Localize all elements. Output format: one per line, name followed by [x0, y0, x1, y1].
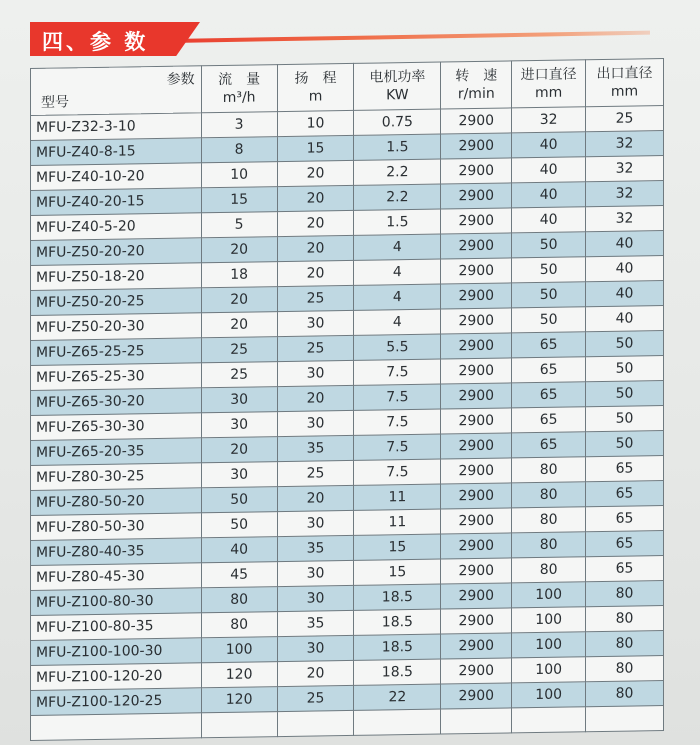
speed-cell: 2900: [441, 133, 512, 159]
flow-cell: 120: [201, 662, 277, 688]
model-cell: MFU-Z50-18-20: [31, 263, 202, 291]
speed-cell: 2900: [441, 633, 512, 659]
outlet-cell: 50: [586, 356, 664, 382]
inlet-cell: 80: [512, 557, 586, 583]
speed-cell: 2900: [441, 608, 512, 634]
model-cell: MFU-Z40-20-15: [31, 188, 202, 216]
model-cell: MFU-Z65-25-25: [31, 338, 202, 366]
model-cell: MFU-Z100-80-30: [31, 588, 202, 616]
speed-cell: 2900: [441, 458, 512, 484]
inlet-cell: 100: [512, 657, 586, 683]
model-cell: MFU-Z65-30-20: [31, 388, 202, 416]
head-cell: 30: [277, 410, 354, 436]
power-cell: 18.5: [354, 584, 441, 610]
flow-cell: 45: [201, 562, 277, 588]
inlet-cell: 100: [512, 682, 586, 708]
speed-cell: 2900: [441, 533, 512, 559]
inlet-cell: 80: [512, 532, 586, 558]
model-cell: MFU-Z100-100-30: [31, 638, 202, 666]
head-cell: 35: [277, 435, 354, 461]
speed-cell: 2900: [441, 583, 512, 609]
flow-cell: 25: [201, 362, 277, 388]
head-cell: 20: [277, 385, 354, 411]
head-cell: 30: [277, 560, 354, 586]
outlet-cell: 40: [586, 256, 664, 282]
outlet-cell: 50: [586, 431, 664, 457]
power-cell: 15: [354, 534, 441, 560]
head-cell: 25: [277, 285, 354, 311]
inlet-cell: [512, 707, 586, 733]
model-cell: MFU-Z80-50-30: [31, 513, 202, 541]
head-cell: 25: [277, 460, 354, 486]
flow-cell: 30: [201, 462, 277, 488]
model-cell: MFU-Z100-80-35: [31, 613, 202, 641]
power-cell: 7.5: [354, 384, 441, 410]
inlet-cell: 80: [512, 482, 586, 508]
inlet-cell: 100: [512, 632, 586, 658]
inlet-cell: 50: [512, 282, 586, 308]
inlet-cell: 65: [512, 357, 586, 383]
head-cell: 20: [277, 210, 354, 236]
speed-cell: 2900: [441, 108, 512, 134]
head-cell: 20: [277, 185, 354, 211]
power-cell: 4: [354, 259, 441, 285]
speed-cell: 2900: [441, 333, 512, 359]
model-cell: MFU-Z40-10-20: [31, 163, 202, 191]
outlet-cell: 80: [586, 681, 664, 707]
inlet-cell: 40: [512, 182, 586, 208]
head-cell: 35: [277, 535, 354, 561]
outlet-cell: 80: [586, 656, 664, 682]
head-cell: 20: [277, 235, 354, 261]
header-unit: KW: [386, 87, 409, 104]
outlet-cell: 65: [586, 556, 664, 582]
power-cell: 1.5: [354, 209, 441, 235]
head-cell: 10: [277, 110, 354, 136]
head-cell: 15: [277, 135, 354, 161]
outlet-cell: 80: [586, 606, 664, 632]
head-cell: 30: [277, 635, 354, 661]
header-unit: mm: [535, 84, 563, 102]
head-cell: 30: [277, 360, 354, 386]
power-cell: 2.2: [354, 159, 441, 185]
power-cell: 7.5: [354, 359, 441, 385]
power-cell: 5.5: [354, 334, 441, 360]
outlet-cell: 40: [586, 306, 664, 332]
head-cell: 20: [277, 260, 354, 286]
corner-header: [31, 66, 202, 116]
head-cell: 20: [277, 160, 354, 186]
header-outlet: [586, 59, 664, 107]
power-cell: 4: [354, 234, 441, 260]
model-cell: MFU-Z50-20-30: [31, 313, 202, 341]
speed-cell: 2900: [441, 408, 512, 434]
params-label: 参数: [166, 71, 195, 88]
flow-cell: 3: [201, 112, 277, 138]
outlet-cell: [586, 706, 664, 732]
speed-cell: 2900: [441, 683, 512, 709]
speed-cell: [441, 708, 512, 734]
header-power: [354, 62, 441, 110]
power-cell: 4: [354, 284, 441, 310]
flow-cell: 100: [201, 637, 277, 663]
outlet-cell: 40: [586, 231, 664, 257]
outlet-cell: 32: [586, 181, 664, 207]
inlet-cell: 65: [512, 332, 586, 358]
head-cell: 35: [277, 610, 354, 636]
inlet-cell: 65: [512, 432, 586, 458]
power-cell: 18.5: [354, 659, 441, 685]
model-cell: MFU-Z100-120-25: [31, 688, 202, 716]
header-unit: mm: [610, 83, 639, 100]
flow-cell: 30: [201, 387, 277, 413]
model-cell: MFU-Z50-20-20: [31, 238, 202, 266]
speed-cell: 2900: [441, 483, 512, 509]
inlet-cell: 100: [512, 607, 586, 633]
outlet-cell: 50: [586, 331, 664, 357]
flow-cell: [201, 712, 277, 738]
speed-cell: 2900: [441, 658, 512, 684]
speed-cell: 2900: [441, 158, 512, 184]
header-name: 扬 程: [294, 70, 337, 87]
header-inlet: [512, 60, 586, 108]
power-cell: [354, 709, 441, 735]
speed-cell: 2900: [441, 508, 512, 534]
speed-cell: 2900: [441, 183, 512, 209]
speed-cell: 2900: [441, 383, 512, 409]
model-cell: MFU-Z65-25-30: [31, 363, 202, 391]
power-cell: 7.5: [354, 409, 441, 435]
inlet-cell: 65: [512, 382, 586, 408]
power-cell: 4: [354, 309, 441, 335]
flow-cell: 18: [201, 262, 277, 288]
flow-cell: 5: [201, 212, 277, 238]
outlet-cell: 32: [586, 206, 664, 232]
outlet-cell: 50: [586, 406, 664, 432]
header-unit: r/min: [457, 85, 495, 103]
header-name: 电机功率: [369, 68, 426, 86]
header-flow: [201, 65, 277, 113]
speed-cell: 2900: [441, 358, 512, 384]
outlet-cell: 40: [586, 281, 664, 307]
header-name: 进口直径: [520, 66, 577, 84]
outlet-cell: 65: [586, 506, 664, 532]
speed-cell: 2900: [441, 233, 512, 259]
inlet-cell: 50: [512, 257, 586, 283]
power-cell: 11: [354, 484, 441, 510]
model-cell: MFU-Z40-8-15: [31, 138, 202, 166]
inlet-cell: 65: [512, 407, 586, 433]
section-banner: [0, 22, 700, 58]
head-cell: 30: [277, 310, 354, 336]
model-cell: MFU-Z80-40-35: [31, 538, 202, 566]
speed-cell: 2900: [441, 433, 512, 459]
header-unit: m: [308, 88, 323, 105]
speed-cell: 2900: [441, 208, 512, 234]
inlet-cell: 32: [512, 107, 586, 133]
speed-cell: 2900: [441, 558, 512, 584]
outlet-cell: 65: [586, 481, 664, 507]
flow-cell: 20: [201, 437, 277, 463]
head-cell: 30: [277, 510, 354, 536]
speed-cell: 2900: [441, 308, 512, 334]
flow-cell: 50: [201, 512, 277, 538]
model-cell: MFU-Z80-30-25: [31, 463, 202, 491]
flow-cell: 25: [201, 337, 277, 363]
outlet-cell: 80: [586, 581, 664, 607]
model-cell: MFU-Z50-20-25: [31, 288, 202, 316]
inlet-cell: 100: [512, 582, 586, 608]
power-cell: 7.5: [354, 459, 441, 485]
head-cell: 20: [277, 660, 354, 686]
inlet-cell: 80: [512, 507, 586, 533]
model-cell: MFU-Z80-50-20: [31, 488, 202, 516]
power-cell: 2.2: [354, 184, 441, 210]
model-cell: MFU-Z65-20-35: [31, 438, 202, 466]
flow-cell: 80: [201, 587, 277, 613]
flow-cell: 40: [201, 537, 277, 563]
outlet-cell: 32: [586, 156, 664, 182]
model-cell: MFU-Z40-5-20: [31, 213, 202, 241]
outlet-cell: 65: [586, 531, 664, 557]
banner-stripe: [150, 31, 650, 44]
head-cell: [277, 710, 354, 736]
model-label: 型号: [41, 94, 69, 111]
head-cell: 25: [277, 685, 354, 711]
flow-cell: 10: [201, 162, 277, 188]
speed-cell: 2900: [441, 283, 512, 309]
flow-cell: 30: [201, 412, 277, 438]
inlet-cell: 40: [512, 132, 586, 158]
inlet-cell: 40: [512, 157, 586, 183]
power-cell: 7.5: [354, 434, 441, 460]
model-cell: MFU-Z32-3-10: [31, 113, 202, 141]
header-name: 转 速: [455, 67, 498, 85]
power-cell: 1.5: [354, 134, 441, 160]
outlet-cell: 25: [586, 106, 664, 132]
model-cell: [31, 713, 202, 741]
power-cell: 0.75: [354, 109, 441, 135]
flow-cell: 50: [201, 487, 277, 513]
flow-cell: 20: [201, 287, 277, 313]
flow-cell: 120: [201, 687, 277, 713]
head-cell: 30: [277, 585, 354, 611]
power-cell: 18.5: [354, 634, 441, 660]
outlet-cell: 65: [586, 456, 664, 482]
inlet-cell: 50: [512, 307, 586, 333]
flow-cell: 20: [201, 237, 277, 263]
header-name: 流 量: [218, 71, 261, 89]
head-cell: 20: [277, 485, 354, 511]
model-cell: MFU-Z65-30-30: [31, 413, 202, 441]
header-name: 出口直径: [596, 65, 653, 83]
header-speed: [441, 61, 512, 109]
outlet-cell: 32: [586, 131, 664, 157]
header-head: [277, 63, 354, 111]
outlet-cell: 50: [586, 381, 664, 407]
power-cell: 22: [354, 684, 441, 710]
flow-cell: 20: [201, 312, 277, 338]
table-body: [31, 106, 664, 741]
flow-cell: 80: [201, 612, 277, 638]
power-cell: 15: [354, 559, 441, 585]
section-title: 四、参 数: [42, 30, 149, 54]
inlet-cell: 40: [512, 207, 586, 233]
power-cell: 11: [354, 509, 441, 535]
speed-cell: 2900: [441, 258, 512, 284]
inlet-cell: 50: [512, 232, 586, 258]
flow-cell: 8: [201, 137, 277, 163]
head-cell: 25: [277, 335, 354, 361]
power-cell: 18.5: [354, 609, 441, 635]
flow-cell: 15: [201, 187, 277, 213]
outlet-cell: 80: [586, 631, 664, 657]
header-unit: m³/h: [222, 89, 256, 106]
inlet-cell: 80: [512, 457, 586, 483]
model-cell: MFU-Z100-120-20: [31, 663, 202, 691]
parameter-table: [30, 58, 664, 741]
model-cell: MFU-Z80-45-30: [31, 563, 202, 591]
